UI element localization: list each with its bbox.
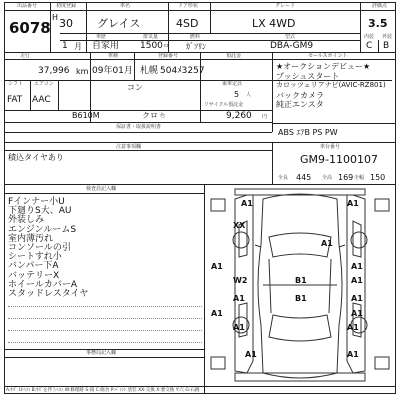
car-name: グレイス: [97, 17, 141, 30]
month: 1: [62, 41, 68, 51]
seats-unit: 人: [246, 92, 252, 98]
fuel: ｶﾞｿﾘﾝ: [186, 42, 206, 51]
vline-score: [360, 2, 361, 52]
length: 445: [296, 173, 312, 182]
disp-label: 排気量: [143, 34, 159, 40]
vline-chassis: [272, 142, 273, 184]
vline-ac: [58, 80, 59, 110]
fuel-label: 燃料: [190, 34, 201, 40]
score-label: 評価点: [372, 3, 388, 9]
plate-label: 登録番号: [158, 53, 179, 59]
recycle-fee-unit: 円: [262, 114, 268, 120]
width-label: 全幅: [354, 175, 365, 181]
inspection-item: スタッドレスタイヤ: [8, 289, 89, 300]
sales-title: セールスポイント: [308, 53, 348, 59]
score: 3.5: [368, 17, 388, 30]
shift-label: シフト: [8, 81, 24, 87]
damage-mark: A1: [233, 323, 245, 332]
equipment: ABS ｴｱB PS PW: [278, 128, 338, 137]
damage-mark: A1: [321, 239, 333, 248]
recycle-label: 預託金: [226, 53, 242, 59]
inspection-item: エンジンルームS: [8, 224, 77, 235]
notes-text: 積込タイヤあり: [8, 153, 64, 162]
seats-label: 乗車定員: [222, 81, 243, 87]
interior-grade: C: [366, 41, 373, 51]
damage-mark: A1: [241, 199, 253, 208]
damage-mark: A1: [233, 294, 245, 303]
inspection-dotline: [8, 306, 202, 307]
inspection-item: 外装しみ: [8, 215, 45, 226]
damage-mark: A1: [245, 350, 257, 359]
exterior-grade: B: [383, 41, 390, 51]
inspection-list: [8, 198, 89, 299]
era: H: [52, 13, 59, 22]
inspection-item: シートすれ小: [8, 252, 62, 263]
car-name-label: 車名: [120, 3, 131, 9]
mileage: 37,996: [38, 66, 70, 76]
shift: FAT: [7, 95, 23, 105]
damage-mark: A1: [211, 262, 223, 271]
damage-marks: [211, 199, 363, 359]
inspection-label: 車検: [108, 53, 119, 59]
damage-mark: A1: [347, 350, 359, 359]
damage-mark: B1: [295, 294, 307, 303]
inspection-item: バンパー下A: [8, 261, 59, 272]
inspection-item: バッテリーX: [8, 270, 60, 281]
frame-right: [395, 2, 396, 394]
ac-label: エアコン: [34, 81, 54, 87]
office-title: 事務局記入欄: [86, 350, 117, 356]
color-label: 色: [160, 113, 166, 119]
damage-mark: XX: [233, 221, 246, 230]
mileage-label: 走行: [20, 53, 31, 59]
sales-item: 純正エンスタ: [276, 100, 324, 109]
color: クロ: [142, 111, 158, 120]
exterior-label: 外装: [382, 34, 393, 40]
doors: 4SD: [176, 17, 199, 30]
mileage-unit: km: [76, 67, 89, 76]
damage-mark: A1: [351, 262, 363, 271]
damage-mark: A1: [211, 309, 223, 318]
height: 169: [338, 173, 354, 182]
recycle-fee: 9,260: [226, 111, 252, 121]
inspection-date: 09年01月: [92, 66, 133, 76]
height-label: 全高: [322, 175, 333, 181]
row2-line-d: [4, 132, 272, 133]
inspection-item: Fインナー小U: [8, 197, 65, 207]
width: 150: [370, 173, 386, 182]
plate-number: 504ﾒ3257: [160, 66, 205, 76]
damage-mark: A1: [351, 309, 363, 318]
recycle-fee-label: リサイクル預託金: [204, 102, 244, 108]
footer-legend: A:ｷｽﾞ U:ﾍｺﾐ B:ｷｽﾞを伴うﾍｺﾐ W:修理跡 S:錆 C:腐食 P:ﾍﾟｲﾝﾄ 塗装 XX:交換 X:要交換 Y:穴 G:石跳: [6, 388, 200, 393]
notes-top-line: [4, 142, 396, 143]
equip-line: [272, 123, 396, 124]
sales-item: バックカメラ: [276, 90, 324, 100]
displacement: 1500: [140, 41, 163, 51]
vline-inspection: [134, 52, 135, 80]
grade: LX 4WD: [252, 17, 296, 30]
frame-left: [4, 2, 5, 394]
chassis-label: 車台番号: [320, 144, 341, 150]
sales-item: プッシュスタート: [276, 71, 340, 81]
damage-mark: A1: [351, 276, 363, 285]
inspection-item: ホイールカバーA: [8, 279, 77, 290]
shift-position: コン: [127, 83, 143, 92]
car-damage-diagram: [205, 185, 395, 386]
year-label: 初度登録: [56, 3, 77, 9]
inspection-dotline: [8, 330, 202, 331]
inspection-item: 室内薄汚れ: [8, 233, 54, 244]
grade-label: グレード: [275, 3, 296, 9]
row2-line-c: [4, 122, 272, 123]
doors-label: ドア形状: [178, 3, 198, 9]
footer-line: [4, 386, 396, 387]
notes-label-line: [4, 150, 272, 151]
damage-mark: A1: [347, 199, 359, 208]
model: DBA-GM9: [270, 41, 314, 51]
air-conditioner: AAC: [32, 95, 51, 105]
length-label: 全長: [278, 175, 289, 181]
inspection-dotline: [8, 318, 202, 319]
header-label-line: [4, 10, 396, 11]
vline-plate: [200, 52, 201, 122]
office-label-line: [4, 357, 204, 358]
vline-shift: [30, 80, 31, 110]
usage: 自家用: [92, 41, 120, 51]
chassis-number: GM9-1100107: [300, 153, 378, 166]
lot-number: 6078: [9, 19, 51, 37]
inspection-label-line: [4, 193, 204, 194]
model-label: 型式: [285, 34, 296, 40]
plate-city: 札幌: [140, 66, 159, 76]
damage-mark: B1: [295, 276, 307, 285]
disp-unit: cc: [164, 43, 170, 49]
seats: 5: [234, 90, 240, 99]
notes-title: 注意事項欄: [116, 144, 142, 150]
month-unit: 月: [74, 42, 82, 51]
damage-mark: A1: [347, 323, 359, 332]
year: 30: [59, 17, 73, 30]
lot-label: 出品番号: [17, 3, 38, 9]
interior-label: 内装: [364, 34, 375, 40]
inspection-dotline: [8, 342, 202, 343]
cert-label: 保証書・取扱説明書: [116, 124, 162, 130]
damage-mark: W2: [233, 276, 248, 285]
vline-int-ext: [378, 40, 379, 52]
inspection-item: 下廻りS大、AU: [8, 206, 72, 217]
usage-label: 車歴: [96, 34, 107, 40]
sales-list: [276, 62, 386, 110]
vline-year: [86, 2, 87, 52]
vline-doors: [210, 2, 211, 33]
inspection-title: 検査員記入欄: [86, 186, 117, 192]
damage-mark: A1: [351, 294, 363, 303]
sales-item: ★オークションデビュー★: [276, 62, 371, 71]
vline-sales: [272, 52, 273, 132]
inspection-item: コンソールの引: [8, 243, 71, 254]
sales-item: カロッツェリアナビ(AVIC-RZ801): [276, 81, 386, 89]
car-outline: [211, 189, 389, 381]
color-code: B610M: [72, 111, 100, 120]
